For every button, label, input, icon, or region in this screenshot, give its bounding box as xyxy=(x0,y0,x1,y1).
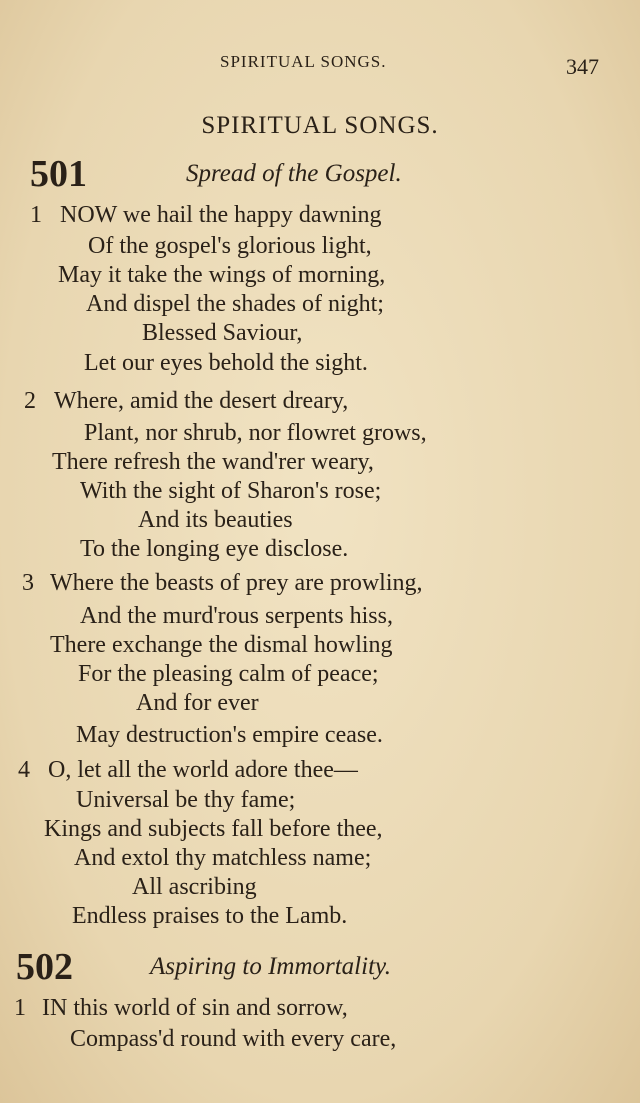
section-title: SPIRITUAL SONGS. xyxy=(201,112,439,139)
hymn-line: May destruction's empire cease. xyxy=(76,722,383,748)
hymn-line: Kings and subjects fall before thee, xyxy=(44,816,383,842)
hymn-line: Of the gospel's glorious light, xyxy=(88,233,372,259)
line-text: O, let all the world adore thee— xyxy=(48,757,358,783)
hymn-line: May it take the wings of morning, xyxy=(58,262,386,288)
verse-number: 4 xyxy=(18,757,30,783)
hymn-line: Compass'd round with every care, xyxy=(70,1026,397,1052)
line-text: Where the beasts of prey are prowling, xyxy=(50,570,423,596)
hymn-line: And its beauties xyxy=(138,507,293,533)
hymn-heading xyxy=(0,945,640,989)
hymn-line: To the longing eye disclose. xyxy=(80,536,349,562)
verse-number: 1 xyxy=(14,995,26,1021)
page-number: 347 xyxy=(566,54,599,79)
hymn-line: Universal be thy fame; xyxy=(76,787,296,813)
line-text: NOW we hail the happy dawning xyxy=(60,202,382,228)
hymn-line: There refresh the wand'rer weary, xyxy=(52,449,374,475)
verse-number: 3 xyxy=(22,570,34,596)
hymn-heading xyxy=(0,152,640,196)
hymn-line: And dispel the shades of night; xyxy=(86,291,384,317)
hymn-line xyxy=(22,570,423,597)
hymn-line: Plant, nor shrub, nor flowret grows, xyxy=(84,420,427,446)
hymn-number: 501 xyxy=(30,153,87,195)
hymn-title: Spread of the Gospel. xyxy=(186,160,402,187)
hymn-line: And for ever xyxy=(136,690,259,716)
hymn-line: Let our eyes behold the sight. xyxy=(84,350,368,376)
line-text: IN this world of sin and sorrow, xyxy=(42,995,348,1021)
running-head: SPIRITUAL SONGS. xyxy=(220,52,387,71)
hymn-number: 502 xyxy=(16,946,73,988)
hymn-line: Blessed Saviour, xyxy=(142,320,303,346)
verse-number: 2 xyxy=(24,388,36,414)
hymn-line xyxy=(30,202,381,229)
hymn-line: With the sight of Sharon's rose; xyxy=(80,478,382,504)
hymn-line: For the pleasing calm of peace; xyxy=(78,661,379,687)
hymn-line xyxy=(24,388,348,415)
hymn-line xyxy=(18,757,358,784)
hymn-line xyxy=(14,995,348,1022)
hymn-line: All ascribing xyxy=(132,874,257,900)
verse-number: 1 xyxy=(30,202,42,228)
hymn-line: Endless praises to the Lamb. xyxy=(72,903,348,929)
hymn-line: There exchange the dismal howling xyxy=(50,632,393,658)
hymn-title: Aspiring to Immortality. xyxy=(150,953,391,980)
hymn-line: And the murd'rous serpents hiss, xyxy=(80,603,393,629)
line-text: Where, amid the desert dreary, xyxy=(54,388,349,414)
hymn-line: And extol thy matchless name; xyxy=(74,845,372,871)
